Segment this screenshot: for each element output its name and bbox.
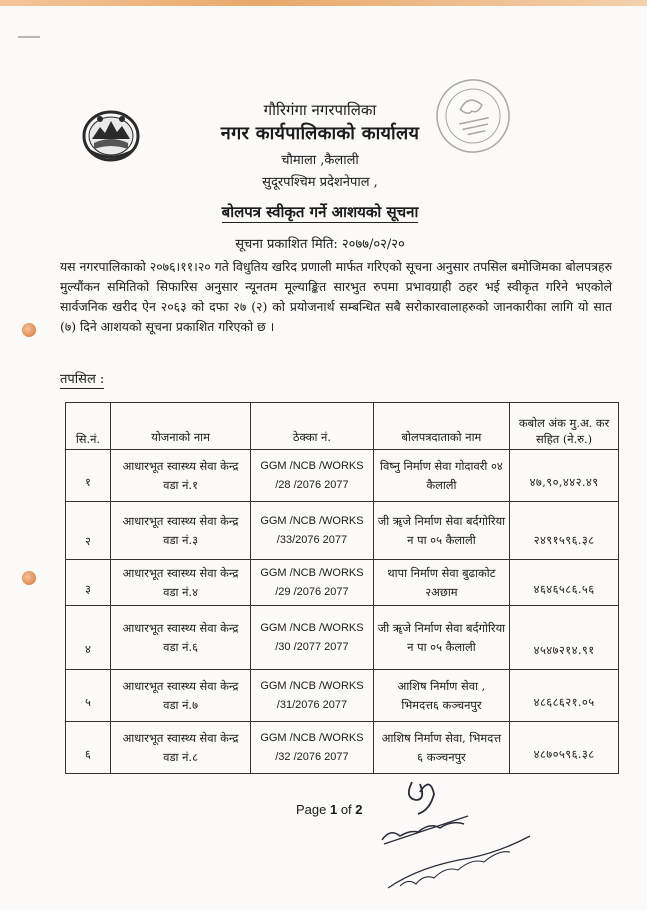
page-prefix: Page bbox=[296, 802, 330, 817]
sn-value: ३ bbox=[84, 582, 91, 596]
cell-amount bbox=[510, 502, 619, 560]
cell-contract-no: GGM /NCB /WORKS /33/2076 2077 bbox=[251, 502, 373, 560]
cell-project: आधारभूत स्वास्थ्य सेवा केन्द्र वडा नं.३ bbox=[110, 502, 250, 560]
cell-sn bbox=[66, 606, 111, 670]
table-header-row bbox=[66, 403, 619, 450]
page-current: 1 bbox=[329, 802, 338, 817]
sn-value: ५ bbox=[84, 695, 91, 709]
cell-contract-no: GGM /NCB /WORKS /30 /2077 2077 bbox=[251, 606, 373, 670]
sn-value: ६ bbox=[84, 747, 91, 761]
table-row bbox=[66, 606, 619, 670]
sn-value: १ bbox=[84, 475, 91, 489]
col-header-contract-no: ठेक्का नं. bbox=[251, 403, 373, 450]
cell-bidder: थापा निर्माण सेवा बुढाकोट २अछाम bbox=[373, 560, 509, 606]
amount-value: २४९१५९६.३८ bbox=[533, 532, 595, 547]
page-total: 2 bbox=[355, 802, 363, 817]
cell-bidder: जी ॠजे निर्माण सेवा बर्दगोरिया न पा ०५ कैलाली bbox=[373, 502, 509, 560]
col-header-project: योजनाको नाम bbox=[110, 403, 250, 450]
punch-hole bbox=[22, 323, 36, 337]
cell-sn bbox=[66, 560, 111, 606]
cell-project: आधारभूत स्वास्थ्य सेवा केन्द्र वडा नं.६ bbox=[110, 606, 250, 670]
cell-project: आधारभूत स्वास्थ्य सेवा केन्द्र वडा नं.१ bbox=[110, 450, 250, 502]
cell-bidder: आशिष निर्माण सेवा, भिमदत्त ६ कञ्चनपुर bbox=[373, 722, 509, 774]
sn-value: ४ bbox=[84, 642, 91, 656]
col-header-sn: सि.नं. bbox=[66, 403, 111, 450]
nepal-emblem-icon bbox=[80, 105, 142, 165]
cell-contract-no: GGM /NCB /WORKS /29 /2076 2077 bbox=[251, 560, 373, 606]
page-number bbox=[296, 802, 363, 817]
published-date: सूचना प्रकाशित मिति: २०७७/०२/२० bbox=[235, 237, 405, 252]
punch-hole bbox=[22, 571, 36, 585]
cell-sn bbox=[66, 722, 111, 774]
municipality-name: गौरिगंगा नगरपालिका bbox=[263, 101, 377, 119]
table-row bbox=[66, 670, 619, 722]
cell-contract-no: GGM /NCB /WORKS /28 /2076 2077 bbox=[251, 450, 373, 502]
amount-value: ४५४७२१४.९१ bbox=[533, 642, 595, 657]
cell-bidder: आशिष निर्माण सेवा , भिमदत्त६ कञ्चनपुर bbox=[373, 670, 509, 722]
table-row bbox=[66, 560, 619, 606]
table-row bbox=[66, 722, 619, 774]
amount-value: ४७,९०,४४२.४९ bbox=[529, 474, 599, 489]
cell-sn bbox=[66, 670, 111, 722]
cell-contract-no: GGM /NCB /WORKS /31/2076 2077 bbox=[251, 670, 373, 722]
notice-body: यस नगरपालिकाको २०७६।११।२० गते विधुतिय खरिद प्रणाली मार्फत गरिएको सूचना अनुसार तपसिल बमोजिमका बोलपत्रहरु मुल्यौंकन समितिको सिफारिस अनुसार न्यूनतम मूल्याङ्कित सारभुत रुपमा प्रभावग्राही ठहर भई स्वीकृत गरिने भएकोले सार्वजनिक खरीद ऐन २०६३ को दफा २७ (२) को प्रयोजनार्थ सम्बन्धित सबै सरोकारवालाहरुको जानकारीका लागि यो सात (७) दिने आशयको सूचना प्रकाशित गरिएको छ । bbox=[60, 259, 612, 334]
cell-sn bbox=[66, 502, 111, 560]
province-name: सुदूरपश्चिम प्रदेशनेपाल , bbox=[262, 175, 378, 190]
tender-table bbox=[65, 402, 619, 774]
corner-mark bbox=[18, 36, 40, 38]
office-name: नगर कार्यपालिकाको कार्यालय bbox=[220, 123, 420, 144]
cell-amount bbox=[510, 450, 619, 502]
amount-value: ४८७०५९६.३८ bbox=[533, 746, 595, 761]
cell-project: आधारभूत स्वास्थ्य सेवा केन्द्र वडा नं.८ bbox=[110, 722, 250, 774]
cell-amount bbox=[510, 722, 619, 774]
details-label: तपसिल : bbox=[60, 372, 105, 387]
table-row bbox=[66, 450, 619, 502]
page-of: of bbox=[337, 802, 356, 817]
notice-title bbox=[150, 202, 490, 222]
cell-bidder: जी ॠजे निर्माण सेवा बर्दगोरिया न पा ०५ कैलाली bbox=[373, 606, 509, 670]
col-header-amount: कबोल अंक मु.अ. कर सहित (ने.रु.) bbox=[510, 403, 619, 450]
cell-amount bbox=[510, 560, 619, 606]
cell-project: आधारभूत स्वास्थ्य सेवा केन्द्र वडा नं.४ bbox=[110, 560, 250, 606]
cell-bidder: विष्नु निर्माण सेवा गोदावरी ०४ कैलाली bbox=[373, 450, 509, 502]
page-top-edge bbox=[0, 0, 647, 6]
table-row bbox=[66, 502, 619, 560]
handwritten-signature bbox=[360, 770, 560, 900]
cell-contract-no: GGM /NCB /WORKS /32 /2076 2077 bbox=[251, 722, 373, 774]
amount-value: ४८६८६२१.०५ bbox=[533, 694, 595, 709]
cell-amount bbox=[510, 670, 619, 722]
cell-amount bbox=[510, 606, 619, 670]
notice-title-text: बोलपत्र स्वीकृत गर्ने आशयको सूचना bbox=[221, 203, 419, 221]
cell-sn bbox=[66, 450, 111, 502]
col-header-bidder: बोलपत्रदाताको नाम bbox=[373, 403, 509, 450]
amount-value: ४६४६५८६.५६ bbox=[533, 581, 595, 596]
office-address: चौमाला ,कैलाली bbox=[281, 153, 359, 168]
sn-value: २ bbox=[84, 534, 91, 548]
cell-project: आधारभूत स्वास्थ्य सेवा केन्द्र वडा नं.७ bbox=[110, 670, 250, 722]
